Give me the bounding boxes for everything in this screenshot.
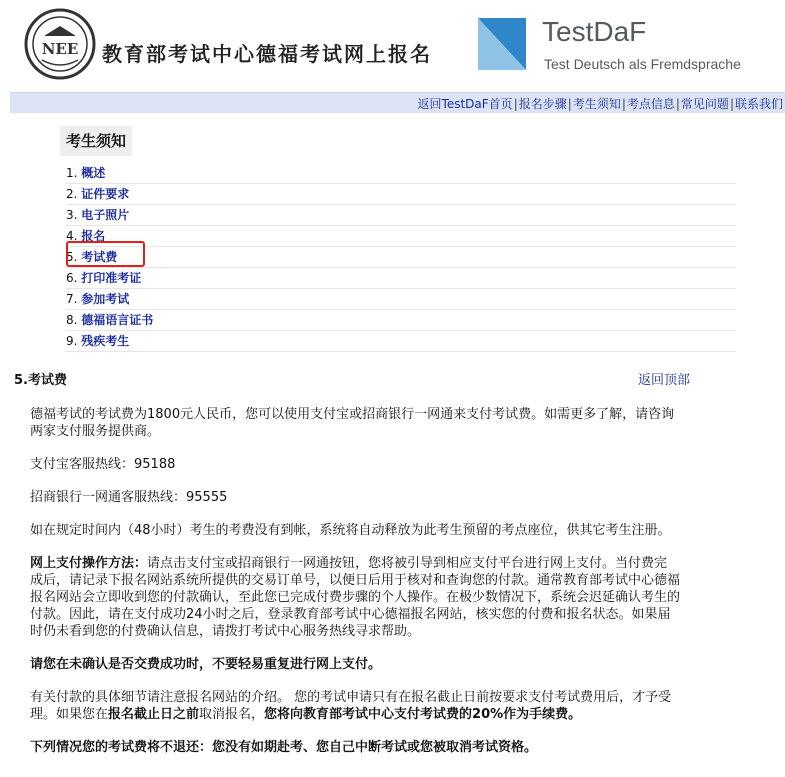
payment-method-label: 网上支付操作方法：: [30, 556, 148, 571]
toc-item: [66, 268, 736, 289]
back-to-top-link[interactable]: 返回顶部: [638, 373, 691, 388]
toc-item-number: 8.: [66, 313, 78, 327]
toc-item-number: 1.: [66, 166, 78, 180]
toc-item-number: 2.: [66, 187, 78, 201]
nav-separator: |: [621, 97, 626, 111]
toc-item-active: [66, 247, 736, 268]
toc-item-number: 4.: [66, 229, 78, 243]
cmb-hotline: 招商银行一网通客服热线：95555: [30, 490, 228, 505]
top-nav-bar: [10, 92, 785, 113]
toc-item: [66, 205, 736, 226]
toc-item: [66, 184, 736, 205]
nav-separator: |: [675, 97, 680, 111]
toc-link-print-ticket[interactable]: 打印准考证: [81, 271, 142, 285]
toc-link-exam-fee[interactable]: 考试费: [81, 250, 118, 264]
cancellation-text-c: 取消报名，: [199, 707, 265, 722]
nav-link-notice[interactable]: 考生须知: [572, 97, 621, 111]
nee-logo-text: NEE: [41, 40, 79, 58]
cancellation-paragraph: [30, 689, 680, 723]
toc-item: [66, 226, 736, 247]
payment-method-paragraph: [30, 555, 680, 640]
toc-item: [66, 163, 736, 184]
section-content: [30, 406, 680, 772]
toc-link-disabled[interactable]: 残疾考生: [81, 334, 130, 348]
nav-separator: |: [567, 97, 572, 111]
toc-item: [66, 310, 736, 331]
toc-link-registration[interactable]: 报名: [81, 229, 106, 243]
brand-subtitle: Test Deutsch als Fremdsprache: [544, 56, 741, 72]
site-header: [0, 0, 785, 90]
toc-link-certificate[interactable]: 德福语言证书: [81, 313, 154, 327]
brand-name[interactable]: TestDaF: [542, 16, 647, 47]
toc-item-number: 7.: [66, 292, 78, 306]
nav-link-home[interactable]: 返回TestDaF首页: [417, 97, 513, 111]
nav-link-faq[interactable]: 常见问题: [680, 97, 729, 111]
testdaf-logo-icon[interactable]: [478, 18, 526, 70]
cancellation-text-b: 报名截止日之前: [108, 707, 200, 722]
timeout-paragraph: 如在规定时间内（48小时）考生的考费没有到帐，系统将自动释放为此考生预留的考点座位，供其它考生注册。: [30, 523, 671, 538]
payment-method-text: 请点击支付宝或招商银行一网通按钮，您将被引导到相应支付平台进行网上支付。当付费完成后，请记录下报名网站系统所提供的交易订单号，以便日后用于核对和查询您的付款。通常教育部考试中心德福报名网站会立即收到您的付款确认，至此您已完成付费步骤的个人操作。在极少数情况下，系统会迟延确认考生的付款。因此，请在支付成功24小时之后，登录教育部考试中心德福报名网站，核实您的付费和报名状态。如果届时仍未看到您的付费确认信息，请拨打考试中心服务热线寻求帮助。: [30, 556, 681, 639]
notice-toc: [66, 163, 736, 352]
cancellation-text-a: 有关付款的具体细节请注意报名网站的介绍。 您的考试申请只有在报名截止日前按要求支付考试费用后，才予受理。如果您在: [30, 690, 672, 722]
alipay-hotline: 支付宝客服热线：95188: [30, 457, 176, 472]
toc-item-number: 6.: [66, 271, 78, 285]
nav-links: [418, 95, 783, 112]
toc-link-overview[interactable]: 概述: [81, 166, 106, 180]
highlight-annotation-box: [66, 241, 145, 267]
nav-separator: |: [513, 97, 518, 111]
duplicate-payment-warning: [30, 656, 680, 673]
toc-item-number: 3.: [66, 208, 78, 222]
section-title: 5.考试费: [14, 373, 67, 388]
fee-paragraph: 德福考试的考试费为1800元人民币，您可以使用支付宝或招商银行一网通来支付考试费。如需更多了解，请咨询两家支付服务提供商。: [30, 407, 675, 439]
toc-item-number: 5.: [66, 250, 78, 264]
site-title: 教育部考试中心德福考试网上报名: [102, 42, 432, 66]
toc-link-photo[interactable]: 电子照片: [81, 208, 130, 222]
nav-separator: |: [729, 97, 734, 111]
nav-link-centers[interactable]: 考点信息: [626, 97, 675, 111]
notice-heading: 考生须知: [60, 126, 132, 156]
nav-link-steps[interactable]: 报名步骤: [518, 97, 567, 111]
toc-link-take-exam[interactable]: 参加考试: [81, 292, 130, 306]
nav-link-contact[interactable]: 联系我们: [734, 97, 783, 111]
duplicate-payment-text: 请您在未确认是否交费成功时，不要轻易重复进行网上支付。: [30, 657, 382, 672]
toc-link-id-requirements[interactable]: 证件要求: [81, 187, 130, 201]
toc-item: [66, 289, 736, 310]
cancellation-text-d: 您将向教育部考试中心支付考试费的20%作为手续费。: [264, 707, 582, 722]
no-refund-text: 下列情况您的考试费将不退还：您没有如期赴考、您自己中断考试或您被取消考试资格。: [30, 740, 538, 755]
no-refund-paragraph: [30, 739, 680, 756]
toc-item-number: 9.: [66, 334, 78, 348]
nee-logo-icon[interactable]: [24, 8, 96, 80]
toc-item: [66, 331, 736, 352]
